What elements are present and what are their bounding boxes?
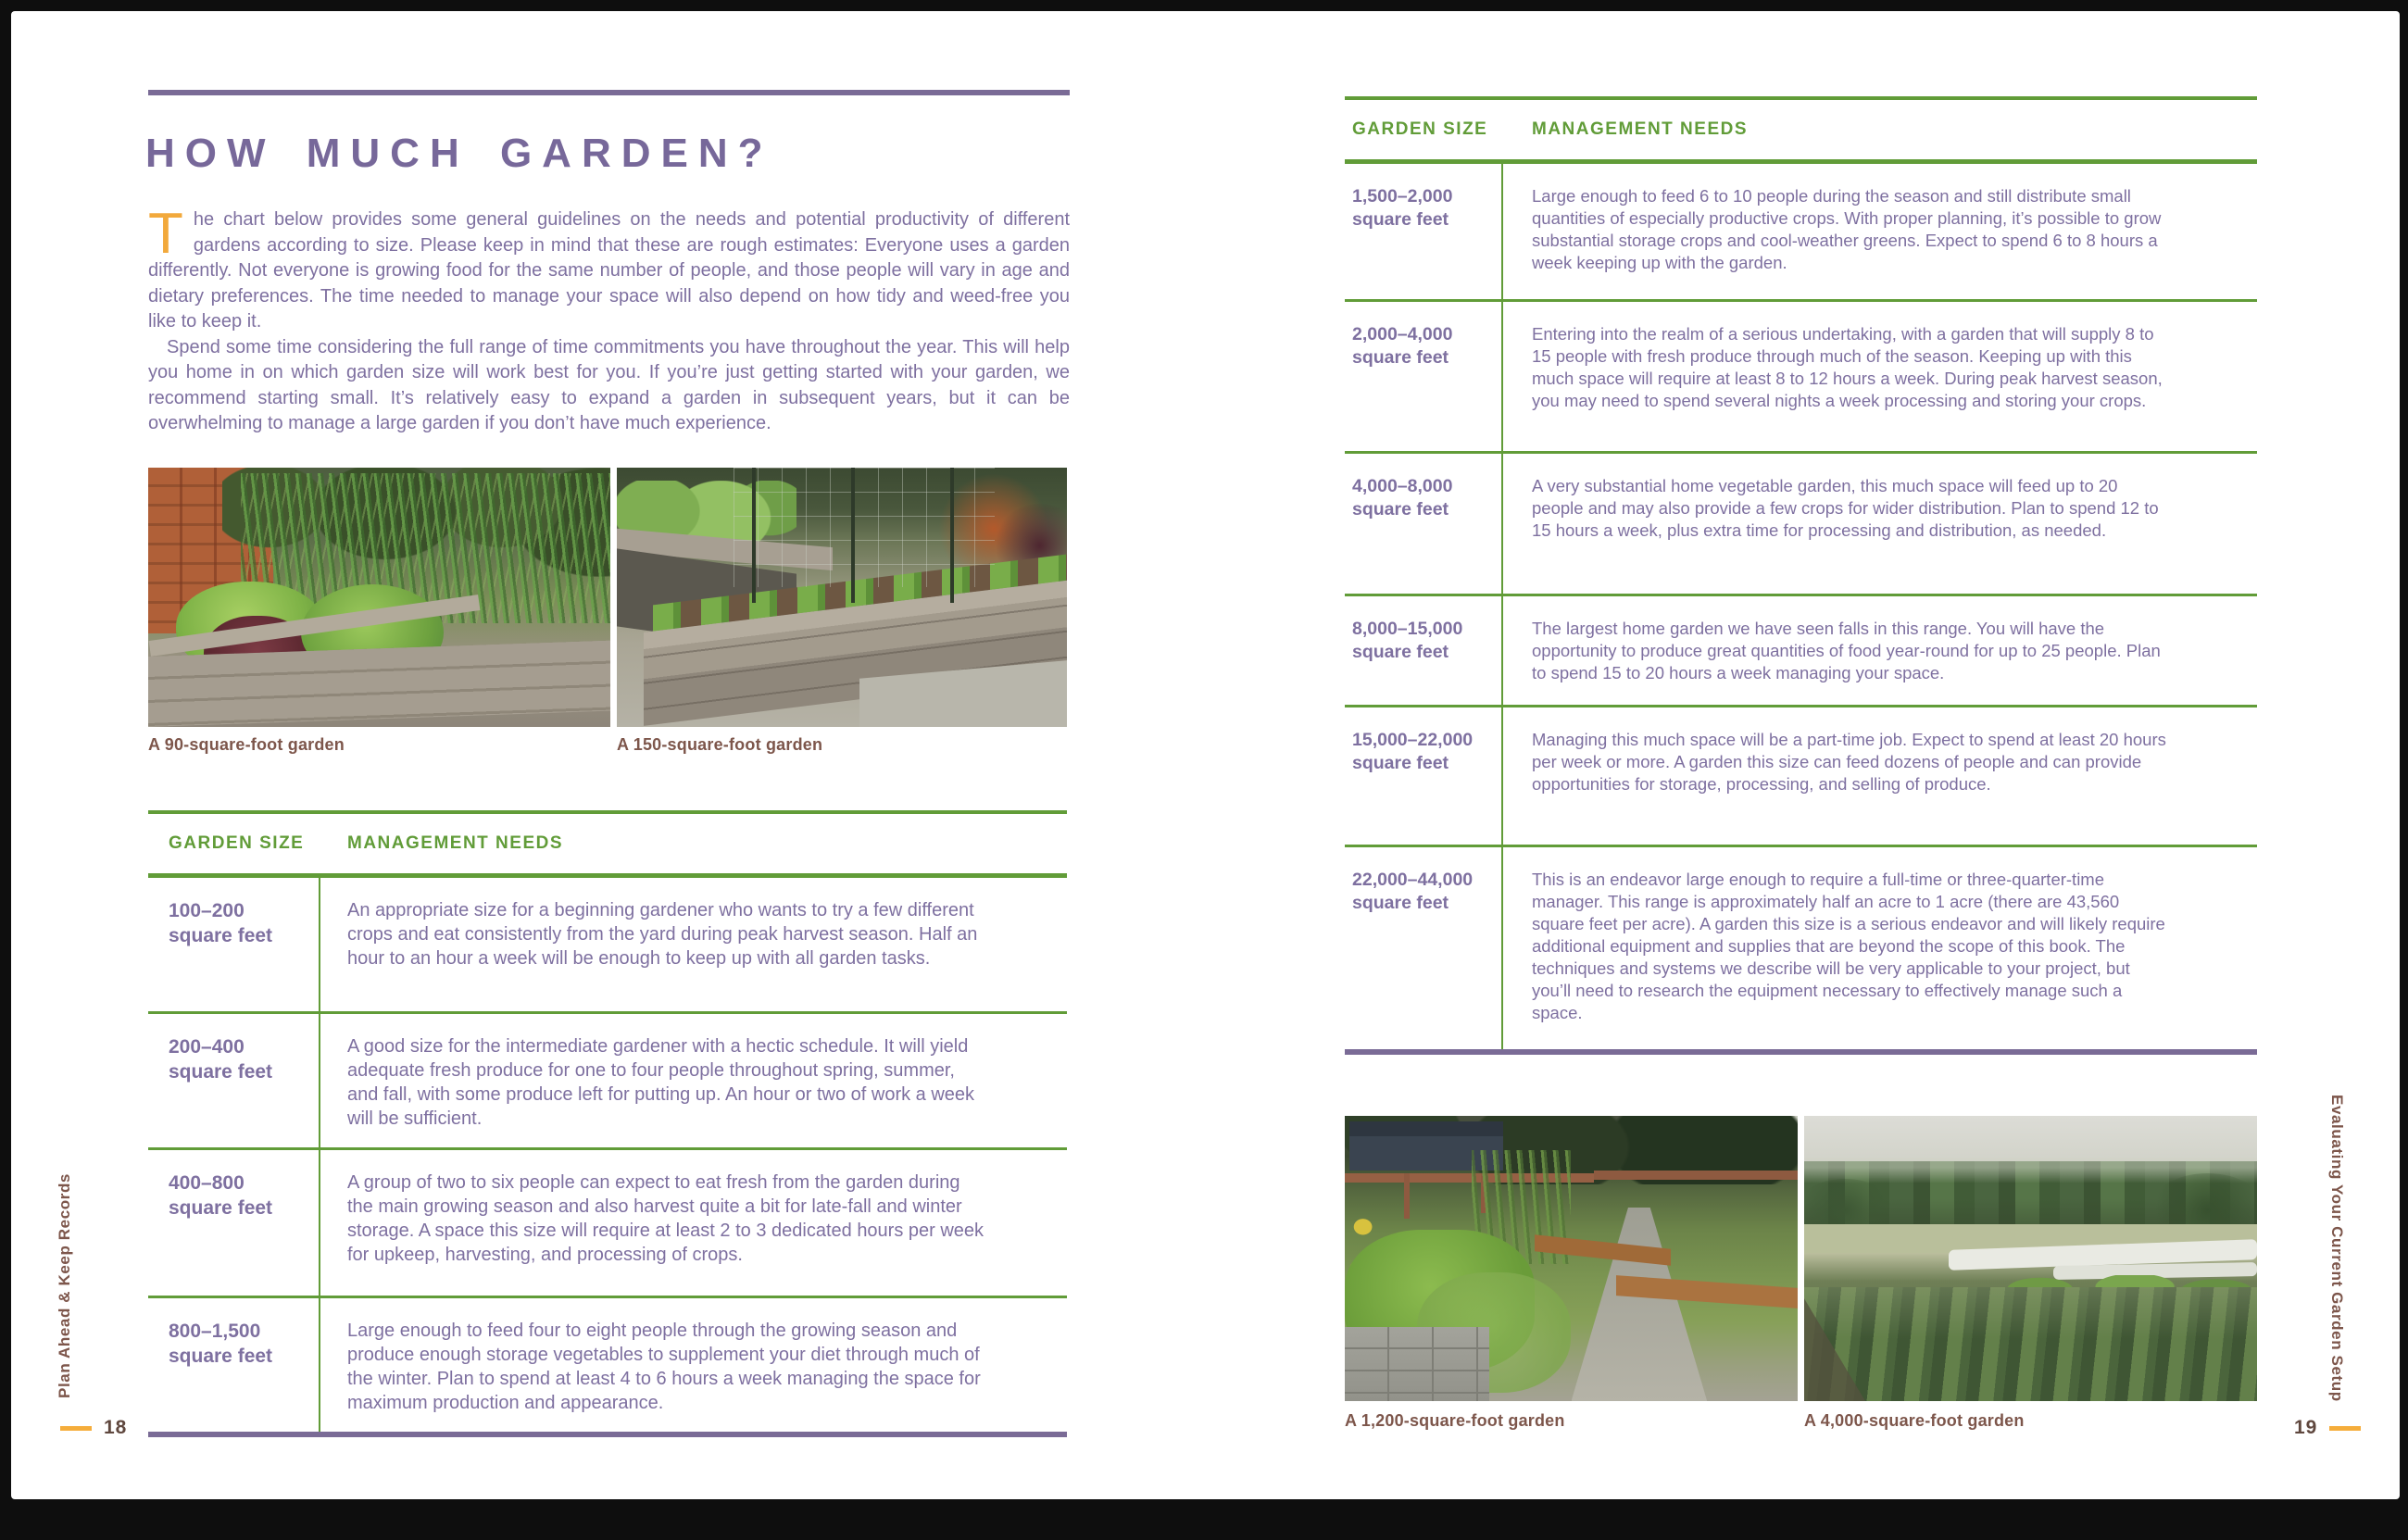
management-needs-cell: An appropriate size for a beginning gardener who wants to try a few different crops and eat consistently from the yard during peak harvest season. Half an hour to an hour a week will be enough to keep up with all garden tasks.: [347, 900, 978, 969]
size-unit: square feet: [169, 1061, 273, 1083]
management-needs-cell: A very substantial home vegetable garden, this much space will feed up to 20 people and may also provide a few crops for wider distribution. Plan to spend 12 to 15 hours a week, plus extra time for processing and distribution, as needed.: [1532, 476, 2159, 540]
block-wall-art: [1345, 1327, 1489, 1401]
management-needs-cell: The largest home garden we have seen falls in this range. You will have the opportunity to produce great quantities of food year-round for up to 25 people. Plan to spend 15 to 20 hours a week managing your space.: [1532, 619, 2161, 682]
garden-size-cell: [1345, 596, 1503, 705]
intro-text: [148, 202, 1070, 437]
table-row: [1345, 845, 2257, 1049]
garden-size-cell: [1345, 707, 1503, 845]
table-row: [148, 878, 1067, 1011]
size-range: 100–200: [169, 900, 245, 921]
intro-paragraph-2: Spend some time considering the full range of time commitments you have throughout the year. This will help you home in on which garden size will work best for you. If you’re just getting started with your garden, we recommend starting small. It’s relatively easy to expand a garden in subsequent years, but it can be overwhelming to manage a large garden if you don’t have much experience.: [148, 336, 1070, 433]
management-needs-cell: A good size for the intermediate gardener with a hectic schedule. It will yield adequate fresh produce for one to four people throughout spring, summer, and fall, with some produce left for putting up. An hour or two of work a week will be sufficient.: [347, 1036, 975, 1129]
table-row: [148, 1011, 1067, 1147]
size-range: 200–400: [169, 1036, 245, 1058]
column-header-management-needs: MANAGEMENT NEEDS: [347, 833, 564, 853]
garden-size-table-right: [1345, 96, 2257, 1055]
table-row: [148, 1147, 1067, 1296]
garden-size-cell: [1345, 454, 1503, 594]
page-number: 18: [104, 1417, 128, 1438]
photo-150-square-foot-garden: [617, 468, 1067, 727]
size-range: 400–800: [169, 1172, 245, 1194]
chapter-title: HOW MUCH GARDEN?: [145, 131, 773, 177]
size-range: 15,000–22,000: [1352, 730, 1474, 750]
trellis-beam-art: [1594, 1171, 1798, 1181]
management-needs-cell: Managing this much space will be a part-time job. Expect to spend at least 20 hours per week or more. A garden this size can feed dozens of people and can provide opportunities for storage, processing, and selling of produce.: [1532, 730, 2166, 794]
page-number-dash: [60, 1426, 92, 1431]
size-unit: square feet: [1352, 642, 1449, 662]
garden-size-cell: [148, 1150, 320, 1296]
table-row: [1345, 299, 2257, 451]
size-range: 8,000–15,000: [1352, 619, 1463, 639]
table-row: [1345, 705, 2257, 845]
garden-size-table-left: [148, 810, 1067, 1437]
table-row: [1345, 594, 2257, 705]
trellis-post-art: [1404, 1173, 1410, 1219]
garden-size-cell: [1345, 302, 1503, 451]
trellis-pole-art: [752, 468, 756, 603]
size-unit: square feet: [1352, 209, 1449, 230]
table-header-row: [148, 814, 1067, 878]
management-needs-cell: Large enough to feed four to eight people through the growing season and produce enough storage vegetables to supplement your diet through much of the winter. Plan to spend at least 4 to 6 hours a week managing the space for maximum production and appearance.: [347, 1321, 981, 1413]
management-needs-cell: This is an endeavor large enough to require a full-time or three-quarter-time manager. This range is approximately half an acre to 1 acre (there are 43,560 square feet per acre). A garden this size is a serious endeavor and will likely require additional equipment and supplies that are beyond the scope of this book. The techniques and systems we describe will be very applicable to your project, but you’ll need to research the equipment necessary to effectively manage such a space.: [1532, 870, 2165, 1022]
size-range: 1,500–2,000: [1352, 186, 1453, 207]
photo-caption: A 4,000-square-foot garden: [1804, 1411, 2025, 1430]
management-needs-cell: Large enough to feed 6 to 10 people during the season and still distribute small quantities of especially productive crops. With proper planning, it’s possible to grow substantial storage crops and cool-weather greens. Expect to spend 6 to 8 hours a week keeping up with the garden.: [1532, 186, 2162, 272]
column-header-garden-size: GARDEN SIZE: [169, 833, 305, 853]
garden-size-cell: [148, 1298, 320, 1432]
page-number-left: [60, 1417, 127, 1439]
management-needs-cell: Entering into the realm of a serious undertaking, with a garden that will supply 8 to 15 people with fresh produce through much of the season. Keeping up with this much space will require at least 8 to 12 hours a week. During peak harvest season, you may need to spend several nights a week processing and storing your crops.: [1532, 324, 2163, 410]
garden-size-cell: [148, 1014, 320, 1147]
intro-paragraph-1-text: he chart below provides some general guidelines on the needs and potential productivity of different gardens according to size. Please keep in mind that these are rough estimates: Everyone uses a garden differently. Not everyone is growing food for the same number of people, and those people will vary in age and dietary preferences. The time needed to manage your space will also depend on how tidy and weed-free you like to keep it.: [148, 209, 1070, 332]
intro-paragraph-1: [148, 202, 1070, 335]
size-unit: square feet: [169, 1197, 273, 1219]
trellis-mesh-art: [734, 468, 995, 587]
column-header-garden-size: GARDEN SIZE: [1352, 119, 1488, 139]
onion-rows-art: [1804, 1287, 2257, 1401]
title-rule: [148, 90, 1070, 95]
table-row: [1345, 451, 2257, 594]
running-foot-right: Evaluating Your Current Garden Setup: [2328, 1095, 2346, 1402]
photo-caption: A 90-square-foot garden: [148, 735, 345, 754]
page-number-right: [2294, 1417, 2361, 1439]
page-number-dash: [2329, 1426, 2361, 1431]
trellis-pole-art: [950, 468, 954, 603]
size-unit: square feet: [1352, 347, 1449, 368]
running-foot-left: Plan Ahead & Keep Records: [56, 1173, 73, 1398]
size-range: 800–1,500: [169, 1321, 261, 1342]
trellis-pole-art: [851, 468, 855, 603]
garden-size-cell: [1345, 847, 1503, 1049]
size-unit: square feet: [1352, 499, 1449, 520]
photo-caption: A 1,200-square-foot garden: [1345, 1411, 1565, 1430]
size-range: 22,000–44,000: [1352, 870, 1474, 890]
size-range: 2,000–4,000: [1352, 324, 1453, 344]
table-row: [1345, 164, 2257, 299]
size-unit: square feet: [169, 925, 273, 946]
size-range: 4,000–8,000: [1352, 476, 1453, 496]
drop-cap: T: [148, 202, 183, 266]
photo-1200-square-foot-garden: [1345, 1116, 1798, 1401]
size-unit: square feet: [1352, 753, 1449, 773]
photo-caption: A 150-square-foot garden: [617, 735, 823, 754]
page-number: 19: [2294, 1417, 2318, 1438]
table-row: [148, 1296, 1067, 1432]
garden-size-cell: [148, 878, 320, 1011]
photo-90-square-foot-garden: [148, 468, 610, 727]
garden-size-cell: [1345, 164, 1503, 299]
photo-4000-square-foot-garden: [1804, 1116, 2257, 1401]
size-unit: square feet: [169, 1346, 273, 1367]
size-unit: square feet: [1352, 893, 1449, 913]
table-header-row: [1345, 100, 2257, 164]
column-header-management-needs: MANAGEMENT NEEDS: [1532, 119, 1749, 139]
management-needs-cell: A group of two to six people can expect to eat fresh from the garden during the main growing season and also harvest quite a bit for late-fall and winter storage. A space this size will require at least 2 to 3 dedicated hours per week for upkeep, harvesting, and processing of crops.: [347, 1172, 985, 1265]
